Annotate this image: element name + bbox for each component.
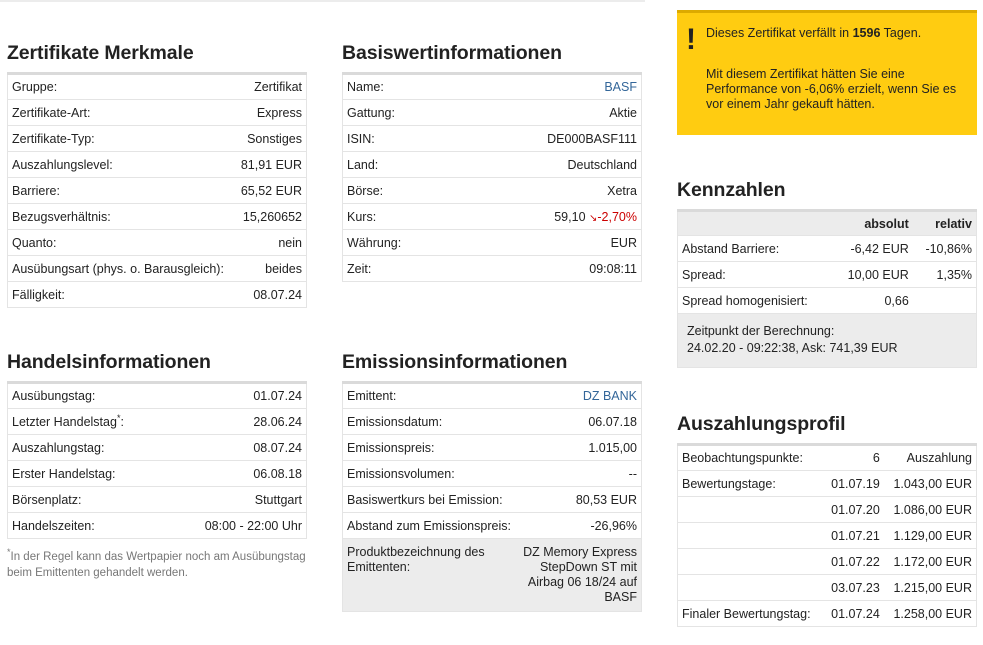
table-row: 01.07.22 1.172,00 EUR — [678, 549, 977, 575]
table-row: Erster Handelstag: 06.08.18 — [8, 461, 307, 487]
table-row: Börsenplatz: Stuttgart — [8, 487, 307, 513]
emittent-link[interactable]: DZ BANK — [582, 389, 637, 403]
table-row: Börse: Xetra — [343, 178, 642, 204]
expiry-notice — [677, 10, 977, 135]
table-row: ISIN: DE000BASF111 — [343, 126, 642, 152]
table-row: Ausübungsart (phys. o. Barausgleich): beides — [8, 256, 307, 282]
table-row: Name: BASF — [343, 74, 642, 100]
table-row: Quanto: nein — [8, 230, 307, 256]
table-row: Beobachtungspunkte: 6 Auszahlung — [678, 445, 977, 471]
table-row: Barriere: 65,52 EUR — [8, 178, 307, 204]
table-row: Spread: 10,00 EUR 1,35% — [678, 262, 977, 288]
kurs-value: 59,10 — [554, 209, 586, 224]
table-row: Fälligkeit: 08.07.24 — [12, 287, 302, 302]
table-row: 01.07.20 1.086,00 EUR — [678, 497, 977, 523]
auszahlung-title: Auszahlungsprofil — [677, 413, 846, 435]
table-row: Auszahlungslevel: 81,91 EUR — [8, 152, 307, 178]
table-row: Ausübungstag: 01.07.24 — [8, 383, 307, 409]
emission-table — [342, 381, 642, 612]
table-row: Zeit: 09:08:11 — [347, 261, 637, 276]
table-row: Zertifikate-Typ: Sonstiges — [8, 126, 307, 152]
basiswert-table — [342, 72, 642, 282]
footnote: *In der Regel kann das Wertpapier noch am Ausübungstag beim Emittenten gehandelt werden. — [7, 547, 306, 579]
table-row: Bezugsverhältnis: 15,260652 — [8, 204, 307, 230]
table-row: Emissionsdatum: 06.07.18 — [343, 409, 642, 435]
table-row: Kurs: 59,10 ↘-2,70% — [343, 204, 642, 230]
table-row: Basiswertkurs bei Emission: 80,53 EUR — [343, 487, 642, 513]
table-row: Bewertungstage: 01.07.19 1.043,00 EUR — [678, 471, 977, 497]
zertifikat-section — [7, 38, 307, 308]
basiswert-section — [342, 38, 642, 282]
produkt-row: Produktbezeichnung des Emittenten: DZ Memory Express StepDown ST mit Airbag 06 18/24 auf BASF — [343, 539, 642, 612]
table-row: Emissionspreis: 1.015,00 — [343, 435, 642, 461]
exclamation-icon: ! — [686, 23, 696, 56]
performance-text: Mit diesem Zertifikat hätten Sie eine Performance von -6,06% erzielt, wenn Sie es vor einem Jahr gekauft hätten. — [706, 67, 957, 111]
table-row: Emittent: DZ BANK — [343, 383, 642, 409]
kennzahlen-section — [677, 175, 977, 368]
table-row: Zertifikate-Art: Express — [8, 100, 307, 126]
zertifikat-title: Zertifikate Merkmale — [7, 42, 194, 64]
table-row: Letzter Handelstag*: 28.06.24 — [8, 409, 307, 435]
auszahlung-table — [677, 443, 977, 627]
auszahlung-section — [677, 409, 977, 627]
top-divider — [0, 0, 645, 2]
handel-title: Handelsinformationen — [7, 351, 211, 373]
table-row: Handelszeiten: 08:00 - 22:00 Uhr — [12, 518, 302, 533]
table-row: Abstand zum Emissionspreis: -26,96% — [343, 513, 642, 539]
table-row: Emissionsvolumen: -- — [343, 461, 642, 487]
table-row: 01.07.21 1.129,00 EUR — [678, 523, 977, 549]
kennzahlen-table — [677, 209, 977, 368]
table-row: Land: Deutschland — [343, 152, 642, 178]
kennzahlen-title: Kennzahlen — [677, 179, 786, 201]
emission-section — [342, 347, 642, 612]
kurs-change: -2,70% — [597, 209, 637, 224]
expiry-text: Dieses Zertifikat verfällt in 1596 Tagen. — [706, 26, 922, 40]
handel-section — [7, 347, 307, 581]
table-header: absolut relativ — [678, 211, 977, 236]
arrow-down-icon: ↘ — [589, 212, 598, 224]
calc-time-row: Zeitpunkt der Berechnung: 24.02.20 - 09:22:38, Ask: 741,39 EUR — [678, 314, 977, 368]
zertifikat-table — [7, 72, 307, 308]
table-row: Abstand Barriere: -6,42 EUR -10,86% — [678, 236, 977, 262]
table-row: Spread homogenisiert: 0,66 — [678, 288, 977, 314]
table-row: Gattung: Aktie — [343, 100, 642, 126]
basiswert-title: Basiswertinformationen — [342, 42, 562, 64]
emission-title: Emissionsinformationen — [342, 351, 568, 373]
table-row: Währung: EUR — [343, 230, 642, 256]
table-row: Auszahlungstag: 08.07.24 — [8, 435, 307, 461]
handel-table — [7, 381, 307, 539]
table-row: Gruppe: Zertifikat — [8, 74, 307, 100]
basf-link[interactable]: BASF — [604, 80, 637, 94]
table-row: Finaler Bewertungstag: 01.07.24 1.258,00 EUR — [682, 606, 972, 621]
table-row: 03.07.23 1.215,00 EUR — [678, 575, 977, 601]
